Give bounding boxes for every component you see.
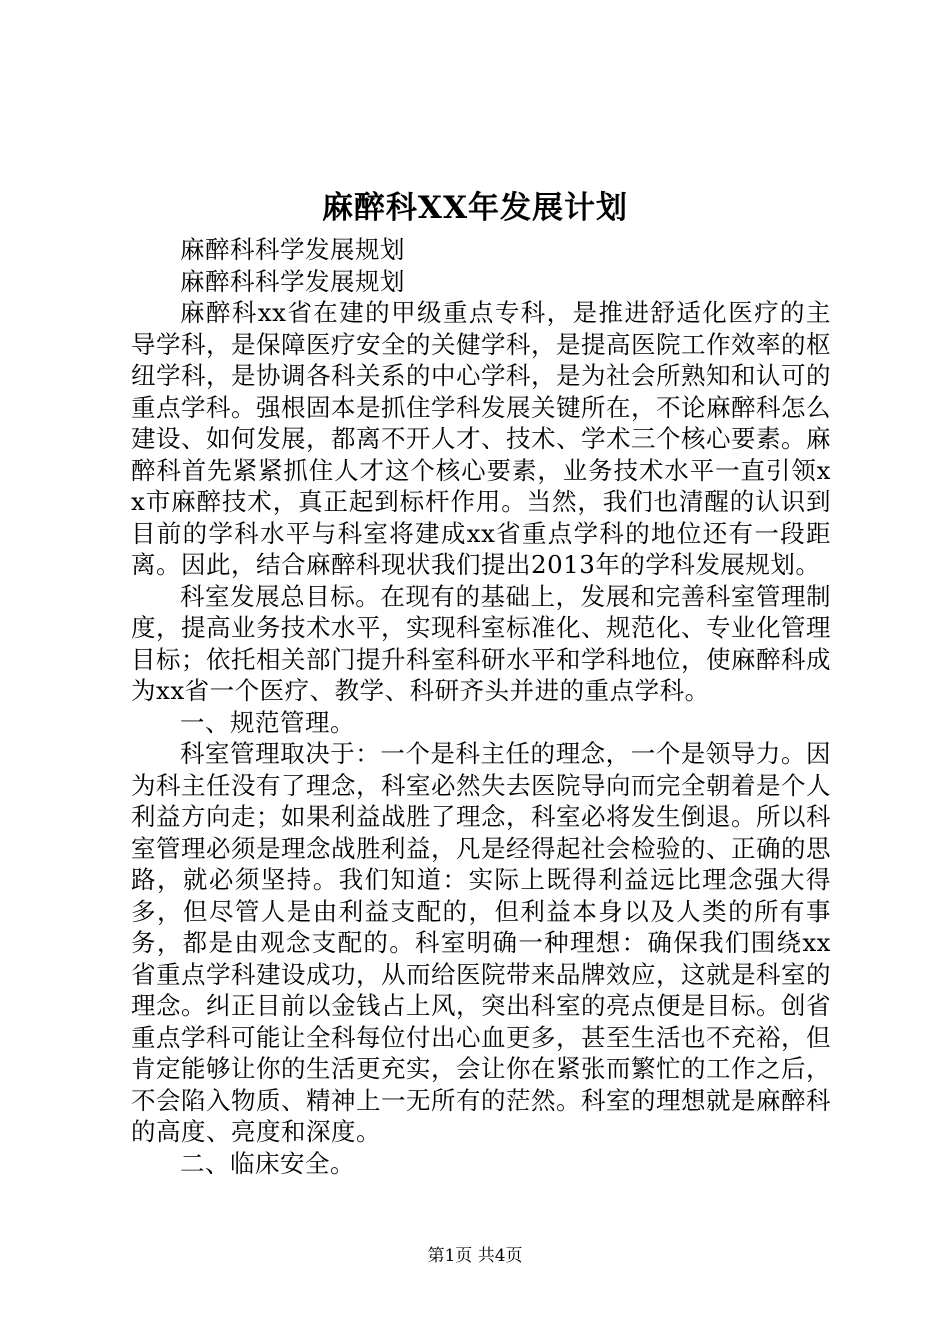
page-footer: 第1页 共4页 xyxy=(427,1246,523,1266)
section-heading: 一、规范管理。 xyxy=(180,707,355,737)
paragraph: 麻醉科科学发展规划 xyxy=(180,235,405,264)
paragraph: 麻醉科科学发展规划 xyxy=(180,266,405,296)
document-title: 麻醉科XX年发展计划 xyxy=(321,190,629,226)
document-body xyxy=(131,234,831,1179)
paragraph: 科室发展总目标。在现有的基础上，发展和完善科室管理制度，提高业务技术水平，实现科室标准化、规范化、专业化管理目标；依托相关部门提升科室科研水平和学科地位，使麻醉科成为xx省一个医疗、教学、科研齐头并进的重点学科。 xyxy=(131,581,831,705)
section-heading: 二、临床安全。 xyxy=(180,1148,355,1178)
paragraph: 科室管理取决于：一个是科主任的理念，一个是领导力。因为科主任没有了理念，科室必然失去医院导向而完全朝着是个人利益方向走；如果利益战胜了理念，科室必将发生倒退。所以科室管理必须是理念战胜利益，凡是经得起社会检验的、正确的思路，就必须坚持。我们知道：实际上既得利益远比理念强大得多，但尽管人是由利益支配的，但利益本身以及人类的所有事务，都是由观念支配的。科室明确一种理想：确保我们围绕xx省重点学科建设成功，从而给医院带来品牌效应，这就是科室的理念。纠正目前以金钱占上风，突出科室的亮点便是目标。创省重点学科可能让全科每位付出心血更多，甚至生活也不充裕，但肯定能够让你的生活更充实，会让你在紧张而繁忙的工作之后，不会陷入物质、精神上一无所有的茫然。科室的理想就是麻醉科的高度、亮度和深度。 xyxy=(131,739,831,1146)
paragraph: 麻醉科xx省在建的甲级重点专科，是推进舒适化医疗的主导学科，是保障医疗安全的关健学科，是提高医院工作效率的枢纽学科，是协调各科关系的中心学科，是为社会所熟知和认可的重点学科。强根固本是抓住学科发展关键所在，不论麻醉科怎么建设、如何发展，都离不开人才、技术、学术三个核心要素。麻醉科首先紧紧抓住人才这个核心要素，业务技术水平一直引领xx市麻醉技术，真正起到标杆作用。当然，我们也清醒的认识到目前的学科水平与科室将建成xx省重点学科的地位还有一段距离。因此，结合麻醉科现状我们提出2013年的学科发展规划。 xyxy=(131,298,831,579)
